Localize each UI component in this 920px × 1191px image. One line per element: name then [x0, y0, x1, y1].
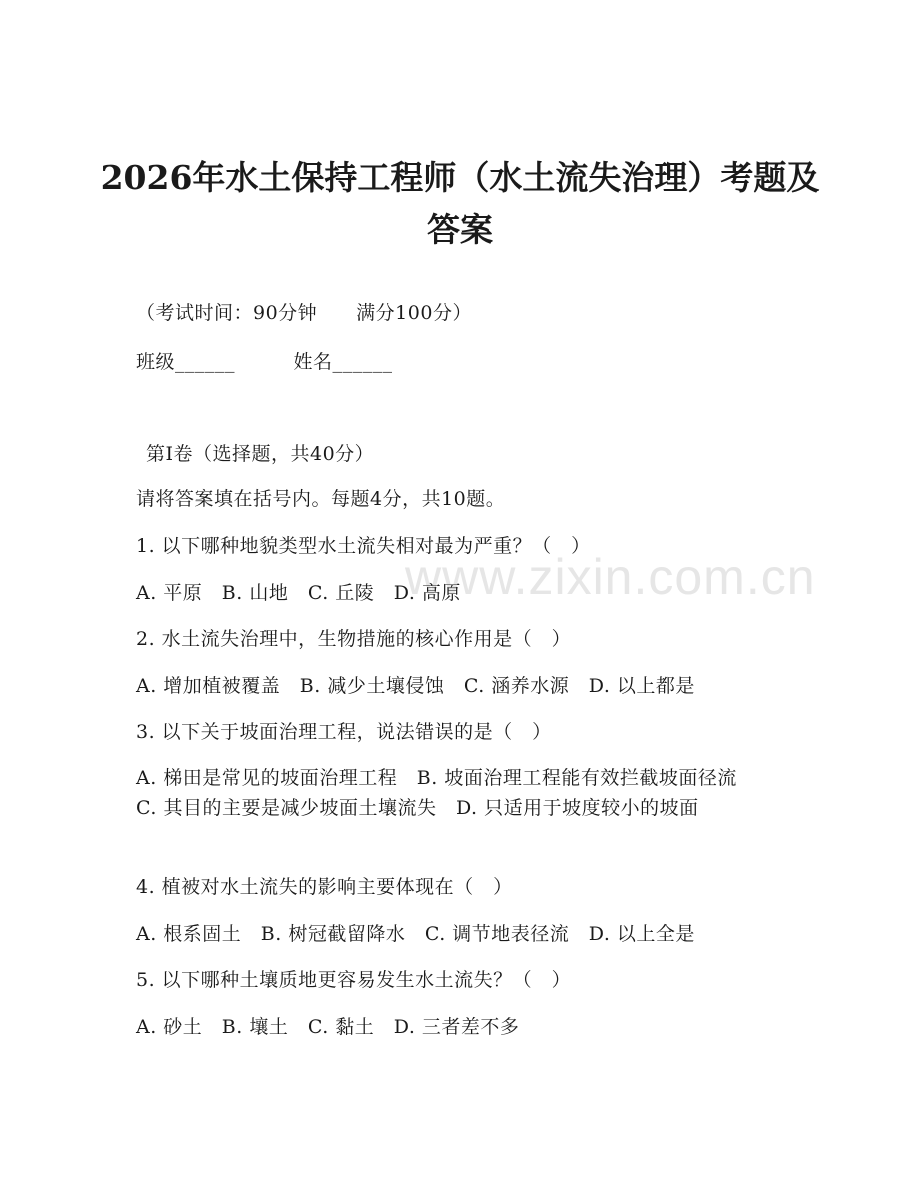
question-stem: 3. 以下关于坡面治理工程，说法错误的是（ ）	[136, 721, 552, 743]
question-options: A. 增加植被覆盖 B. 减少土壤侵蚀 C. 涵养水源 D. 以上都是	[136, 675, 695, 697]
class-name-fields: 班级______ 姓名______	[136, 351, 393, 373]
section-header: 第Ⅰ卷（选择题，共40分）	[146, 443, 375, 465]
question-options: A. 平原 B. 山地 C. 丘陵 D. 高原	[136, 582, 461, 604]
question-stem: 2. 水土流失治理中，生物措施的核心作用是（ ）	[136, 628, 572, 650]
question-options: A. 砂土 B. 壤土 C. 黏土 D. 三者差不多	[136, 1016, 520, 1038]
exam-info: （考试时间：90分钟 满分100分）	[136, 302, 472, 324]
question-options: A. 梯田是常见的坡面治理工程 B. 坡面治理工程能有效拦截坡面径流 C. 其目的主要是减少坡面土壤流失 D. 只适用于坡度较小的坡面	[136, 767, 757, 819]
instructions: 请将答案填在括号内。每题4分，共10题。	[136, 488, 506, 510]
document-title: 2026年水土保持工程师（水土流失治理）考题及答案	[100, 158, 820, 249]
question-stem: 4. 植被对水土流失的影响主要体现在（ ）	[136, 876, 513, 898]
watermark: www.zixin.com.cn	[405, 549, 816, 605]
question-options: A. 根系固土 B. 树冠截留降水 C. 调节地表径流 D. 以上全是	[136, 923, 695, 945]
question-stem: 5. 以下哪种土壤质地更容易发生水土流失？（ ）	[136, 969, 572, 991]
question-stem: 1. 以下哪种地貌类型水土流失相对最为严重？（ ）	[136, 535, 591, 557]
